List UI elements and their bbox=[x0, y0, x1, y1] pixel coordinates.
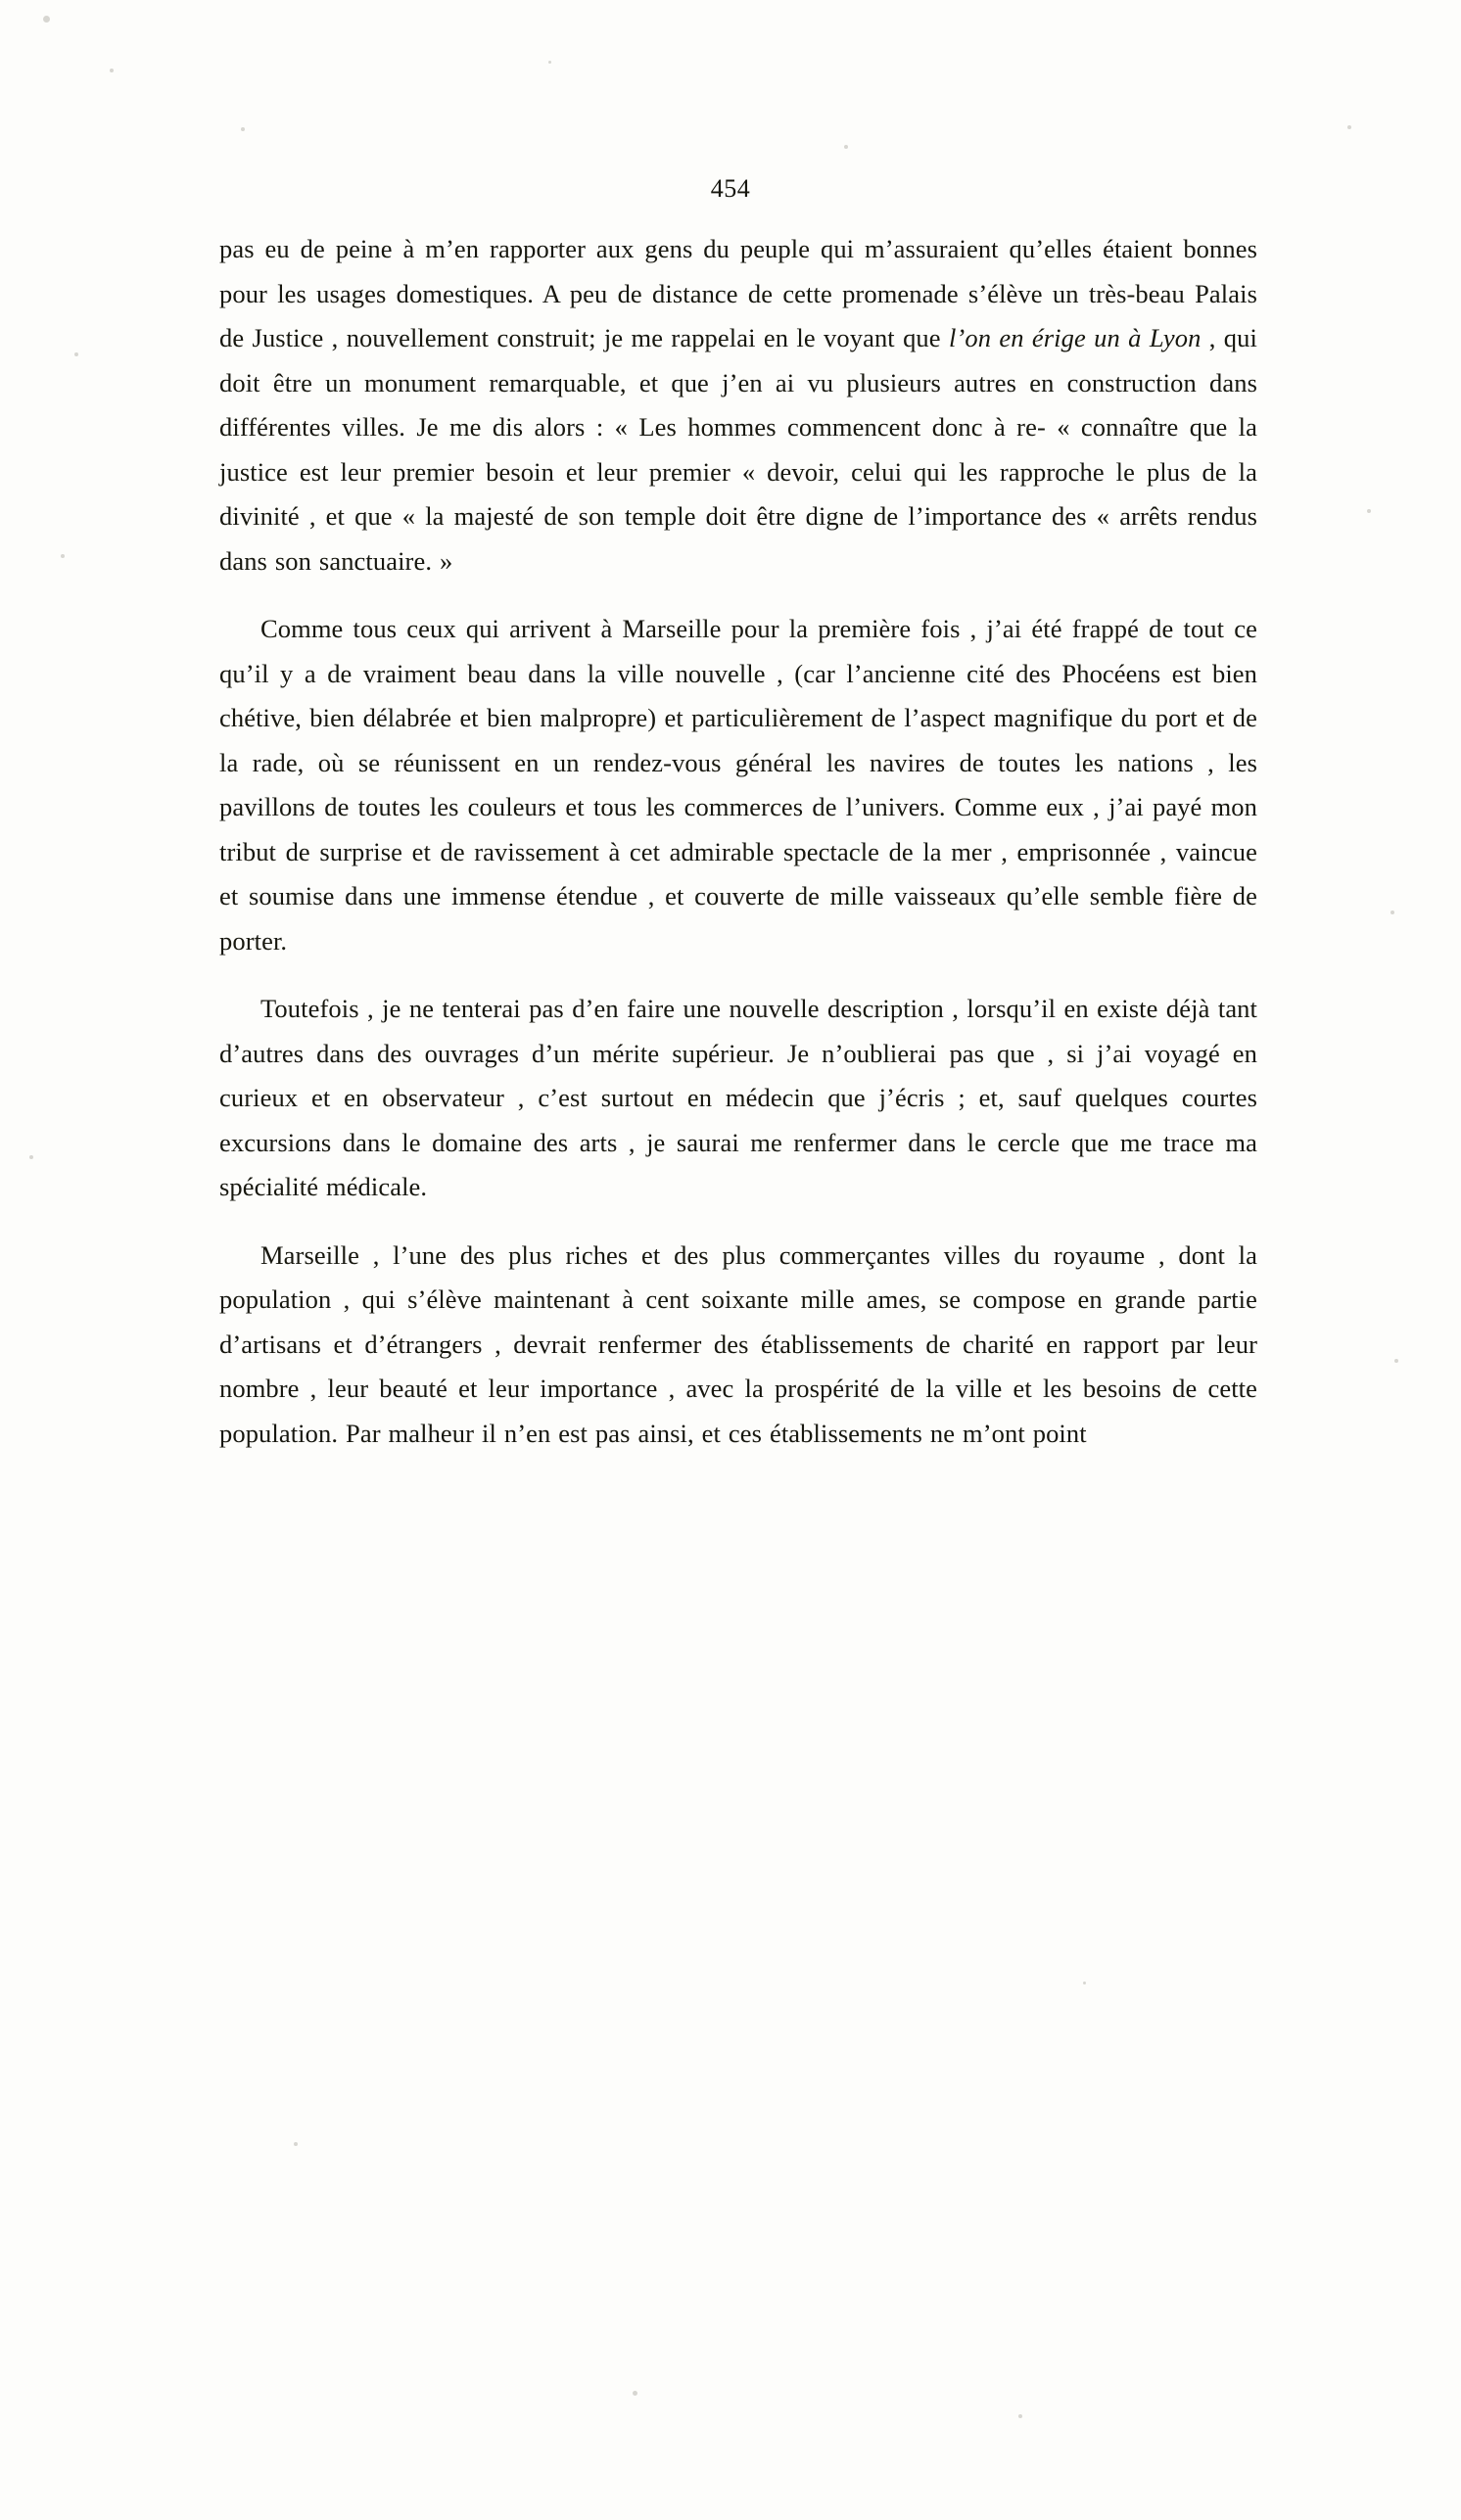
scan-speck bbox=[1394, 1359, 1398, 1363]
scan-speck bbox=[1347, 125, 1351, 129]
scan-speck bbox=[294, 2142, 298, 2146]
scan-speck bbox=[29, 1155, 33, 1159]
scan-speck bbox=[548, 61, 551, 64]
scan-speck bbox=[633, 2391, 637, 2396]
scan-speck bbox=[1083, 1982, 1086, 1984]
paragraph-4: Marseille , l’une des plus riches et des plus commerçantes villes du royaume , dont la population , qui s’élève maintenant à cent soixante mille ames, se compose en grande partie d’artisans et d’étrangers , devrait renfermer des établissements de charité en rapport par leur nombre , leur beauté et leur importance , avec la prospérité de la ville et les besoins de cette population. Par malheur il n’en est pas ainsi, et ces établissements ne m’ont point bbox=[219, 1239, 1257, 1448]
scan-speck bbox=[43, 16, 50, 23]
scan-speck bbox=[74, 352, 78, 356]
paragraph-2: Comme tous ceux qui arrivent à Marseille pour la première fois , j’ai été frappé de tout ce qu’il y a de vraiment beau dans la ville nouvelle , (car l’ancienne cité des Phocéens est bien chétive, bien délabrée et bien malpropre) et particulièrement de l’aspect magnifique du port et de la rade, où se réunissent en un rendez-vous général les navires de toutes les nations , les pavillons de toutes les couleurs et tous les commerces de l’univers. Comme eux , j’ai payé mon tribut de surprise et de ravissement à cet admirable spectacle de la mer , emprisonnée , vaincue et soumise dans une immense étendue , et couverte de mille vaisseaux qu’elle semble fière de porter. bbox=[219, 614, 1257, 956]
paragraph-1: pas eu de peine à m’en rapporter aux gens du peuple qui m’assuraient qu’elles étaient bonnes pour les usages domestiques. A peu de distance de cette promenade s’élève un très-beau Palais de Justice , nouvellement construit; je me rappelai en le voyant que l’on en érige un à Lyon , qui doit être un monument remarquable, et que j’en ai vu plusieurs autres en construction dans différentes villes. Je me dis alors : « Les hommes commencent donc à re- « connaître que la justice est leur premier besoin et leur premier « devoir, celui qui les rapproche le plus de la divinité , et que « la majesté de son temple doit être digne de l’importance des « arrêts rendus dans son sanctuaire. » bbox=[219, 234, 1257, 576]
body-text bbox=[219, 227, 1257, 1479]
scan-speck bbox=[1390, 910, 1394, 914]
page-number: 454 bbox=[710, 174, 751, 203]
scan-speck bbox=[1018, 2414, 1022, 2418]
scan-speck bbox=[61, 554, 65, 558]
italic-phrase: l’on en érige un à Lyon bbox=[948, 323, 1202, 352]
scan-speck bbox=[1367, 509, 1371, 513]
scan-speck bbox=[241, 127, 245, 131]
paragraph-3: Toutefois , je ne tenterai pas d’en faire une nouvelle description , lorsqu’il en existe déjà tant d’autres dans des ouvrages d’un mérite supérieur. Je n’oublierai pas que , si j’ai voyagé en curieux et en observateur , c’est surtout en médecin que j’écris ; et, sauf quelques courtes excursions dans le domaine des arts , je saurai me renfermer dans le cercle que me trace ma spécialité médicale. bbox=[219, 994, 1257, 1201]
scan-speck bbox=[844, 145, 848, 149]
scan-speck bbox=[110, 69, 114, 72]
